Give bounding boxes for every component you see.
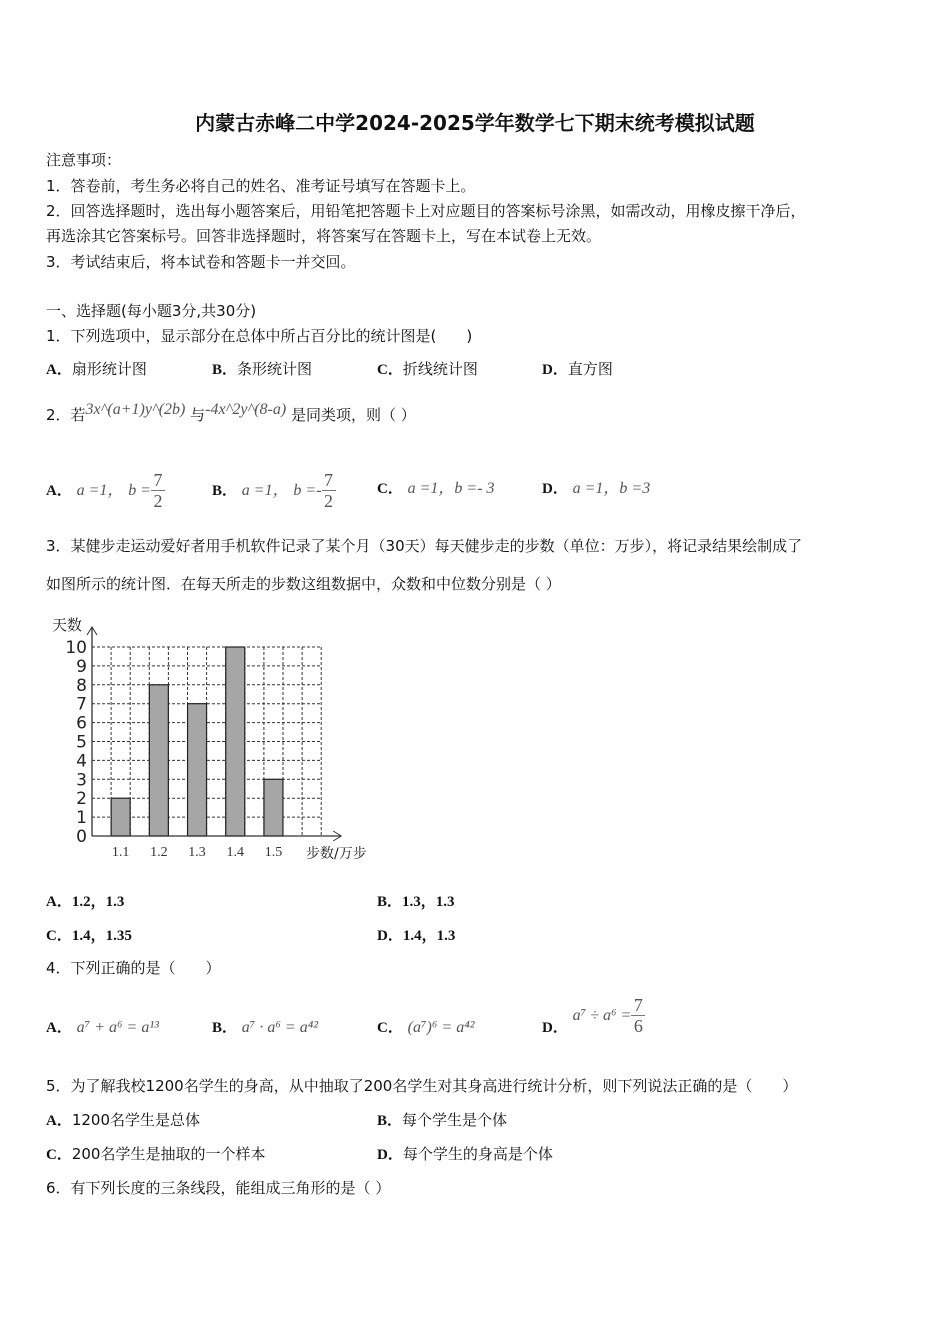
q1-stem: 1．下列选项中，显示部分在总体中所占百分比的统计图是( ) <box>46 327 473 345</box>
q3-option-b: B．1.3，1.3 <box>377 894 455 910</box>
q6-stem: 6．有下列长度的三条线段，能组成三角形的是（ ） <box>46 1179 391 1197</box>
q3-stem-line1: 3．某健步走运动爱好者用手机软件记录了某个月（30天）每天健步走的步数（单位：万步），将记录结果绘制成了 <box>46 537 803 555</box>
q1-option-a: A．扇形统计图 <box>46 360 147 378</box>
x-tick-label: 1.5 <box>264 845 283 860</box>
fraction: $\frac{7}{6}$ <box>631 995 645 1036</box>
fraction: $\frac{7}{2}$ <box>151 470 165 511</box>
x-tick-label: 1.4 <box>226 845 244 860</box>
q5-option-a: A．1200名学生是总体 <box>46 1111 201 1129</box>
y-tick-label: 2 <box>76 789 87 810</box>
q2-option-b: B． a =1， b =- $\frac{7}{2}$ <box>212 470 336 511</box>
bar-chart <box>40 610 390 870</box>
q3-option-c: C．1.4，1.35 <box>46 928 132 944</box>
bar <box>149 685 168 836</box>
q2-option-c: C． a =1，b =- 3 <box>377 480 495 497</box>
q4-option-d: D． a⁷ ÷ a⁶ = $\frac{7}{6}$ <box>542 995 645 1036</box>
y-tick-label: 0 <box>76 827 87 847</box>
y-tick-label: 7 <box>76 694 87 715</box>
y-tick-label: 4 <box>76 751 87 772</box>
q3-option-d: D．1.4，1.3 <box>377 928 456 944</box>
y-tick-label: 6 <box>76 713 87 734</box>
bar <box>226 647 245 836</box>
page-title: 内蒙古赤峰二中学2024-2025学年数学七下期末统考模拟试题 <box>195 111 755 135</box>
q5-option-d: D．每个学生的身高是个体 <box>377 1145 553 1163</box>
q5-stem: 5．为了解我校1200名学生的身高，从中抽取了200名学生对其身高进行统计分析，则下列说法正确的是（ ） <box>46 1077 798 1095</box>
bar <box>264 779 283 836</box>
y-tick-label: 3 <box>76 770 87 791</box>
q3-option-a: A．1.2，1.3 <box>46 894 125 910</box>
notice-heading: 注意事项： <box>46 151 122 169</box>
q5-option-b: B．每个学生是个体 <box>377 1111 508 1129</box>
bar <box>188 704 207 836</box>
q5-option-c: C．200名学生是抽取的一个样本 <box>46 1145 266 1163</box>
bar <box>111 798 130 836</box>
q3-stem-line2: 如图所示的统计图．在每天所走的步数这组数据中，众数和中位数分别是（ ） <box>46 575 561 593</box>
q4-option-b: B． a⁷ · a⁶ = a⁴² <box>212 1019 319 1036</box>
x-tick-label: 1.3 <box>188 845 206 860</box>
notice-item: 再选涂其它答案标号。回答非选择题时，将答案写在答题卡上，写在本试卷上无效。 <box>46 227 602 245</box>
notice-item: 3．考试结束后，将本试卷和答题卡一并交回。 <box>46 253 356 271</box>
q4-option-a: A． a⁷ + a⁶ = a¹³ <box>46 1019 159 1036</box>
q1-option-b: B．条形统计图 <box>212 360 313 378</box>
section-heading: 一、选择题(每小题3分,共30分) <box>46 302 257 320</box>
q4-option-c: C． (a⁷)⁶ = a⁴² <box>377 1019 475 1036</box>
y-tick-label: 8 <box>76 675 87 696</box>
y-axis-label: 天数 <box>52 616 83 634</box>
y-tick-label: 5 <box>76 732 87 753</box>
y-tick-label: 9 <box>76 656 87 677</box>
x-tick-label: 1.2 <box>150 845 168 860</box>
x-tick-label: 1.1 <box>111 845 130 860</box>
q2-expression-1: 3x^(a+1)y^(2b) <box>85 401 186 418</box>
q2-expression-2: -4x^2y^(8-a) <box>205 401 287 418</box>
q1-option-d: D．直方图 <box>542 360 613 378</box>
y-tick-label: 1 <box>76 808 87 829</box>
notice-item: 1．答卷前，考生务必将自己的姓名、准考证号填写在答题卡上。 <box>46 177 476 195</box>
notice-item: 2．回答选择题时，选出每小题答案后，用铅笔把答题卡上对应题目的答案标号涂黑，如需改动，用橡皮擦干净后， <box>46 202 806 220</box>
q2-option-a: A． a =1， b = $\frac{7}{2}$ <box>46 470 165 511</box>
fraction: $\frac{7}{2}$ <box>322 470 336 511</box>
q4-stem: 4．下列正确的是（ ） <box>46 959 221 977</box>
q2-option-d: D． a =1，b =3 <box>542 480 651 497</box>
q1-option-c: C．折线统计图 <box>377 360 478 378</box>
x-axis-label: 步数/万步 <box>306 846 367 862</box>
q2-stem: 2．若3x^(a+1)y^(2b) 与-4x^2y^(8-a) 是同类项，则（ ） <box>46 401 416 424</box>
y-tick-label: 10 <box>65 638 87 658</box>
